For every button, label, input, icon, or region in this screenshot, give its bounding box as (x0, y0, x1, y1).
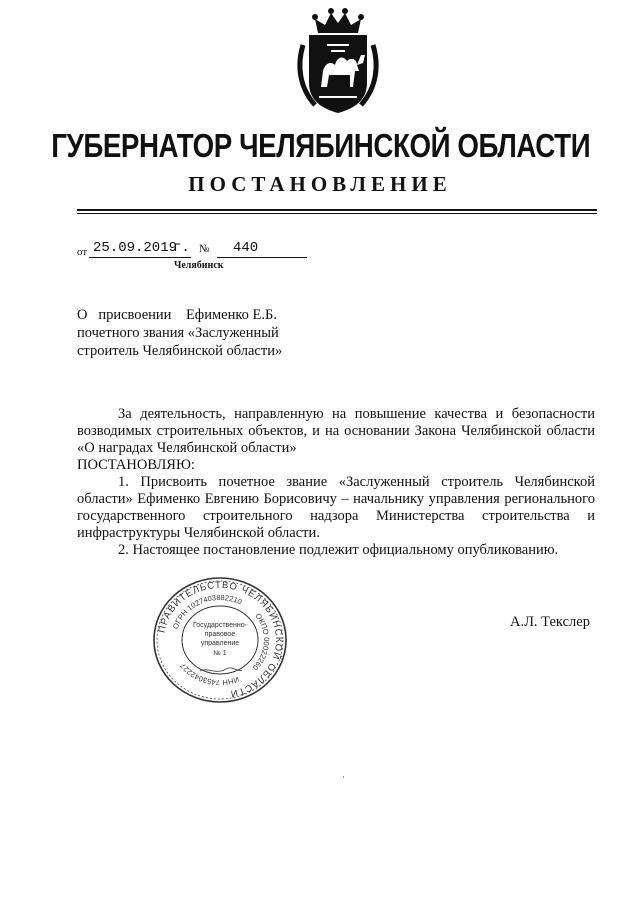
seal-okpo: ОКПО 00022260 (250, 611, 272, 673)
document-body (77, 406, 595, 559)
subject-line: О присвоении Ефименко Е.Б. (77, 307, 277, 323)
seal-center-line: правовое (204, 631, 236, 638)
subject-line: строитель Челябинской области» (77, 343, 283, 359)
date-suffix: г. (173, 240, 190, 256)
header-rule-thin (77, 213, 597, 214)
city: Челябинск (174, 260, 224, 271)
decree-item-2: 2. Настоящее постановление подлежит официальному опубликованию. (118, 542, 559, 558)
seal-center-line: № 1 (213, 650, 227, 657)
decree-word: ПОСТАНОВЛЯЮ: (77, 457, 195, 473)
svg-text:ИНН 7453042227 (178, 661, 240, 687)
header-rule-thick (77, 209, 597, 211)
decree-item-1: 1. Присвоить почетное звание «Заслуженный строитель Челябинской области» Ефименко Евгению Борисовичу – начальнику управления регионального государственного строительного надзора Министерства строительства и инфраструктуры Челябинской области. (77, 474, 595, 541)
date-number-line (77, 240, 317, 262)
subject-line: почетного звания «Заслуженный (77, 325, 279, 341)
seal-inn: ИНН 7453042227 (178, 661, 241, 688)
authority-title: ГУБЕРНАТОР ЧЕЛЯБИНСКОЙ ОБЛАСТИ (51, 127, 591, 164)
date-underline (89, 257, 191, 258)
subject-block (77, 306, 317, 360)
seal-center-line: Государственно- (192, 622, 248, 629)
number-sign: № (199, 243, 210, 255)
seal-ogrn: ОГРН 1027403882210 (170, 592, 244, 631)
document-date: 25.09.2019 (93, 240, 178, 256)
preamble-paragraph: За деятельность, направленную на повышение качества и безопасности возводимых строительных объектов, и на основании Закона Челябинской области «О наградах Челябинской области» (77, 406, 595, 456)
scan-speck (343, 776, 344, 778)
document-type: ПОСТАНОВЛЕНИЕ (188, 172, 452, 196)
official-seal (150, 575, 290, 705)
date-prefix: от (77, 246, 88, 258)
seal-outer-text: ПРАВИТЕЛЬСТВО ЧЕЛЯБИНСКОЙ ОБЛАСТИ (156, 579, 285, 700)
seal-center-line: управление (200, 640, 240, 647)
signer-name: А.Л. Текслер (510, 614, 590, 630)
coat-of-arms-icon (295, 5, 381, 117)
document-number: 440 (233, 240, 259, 256)
number-underline (217, 257, 307, 258)
